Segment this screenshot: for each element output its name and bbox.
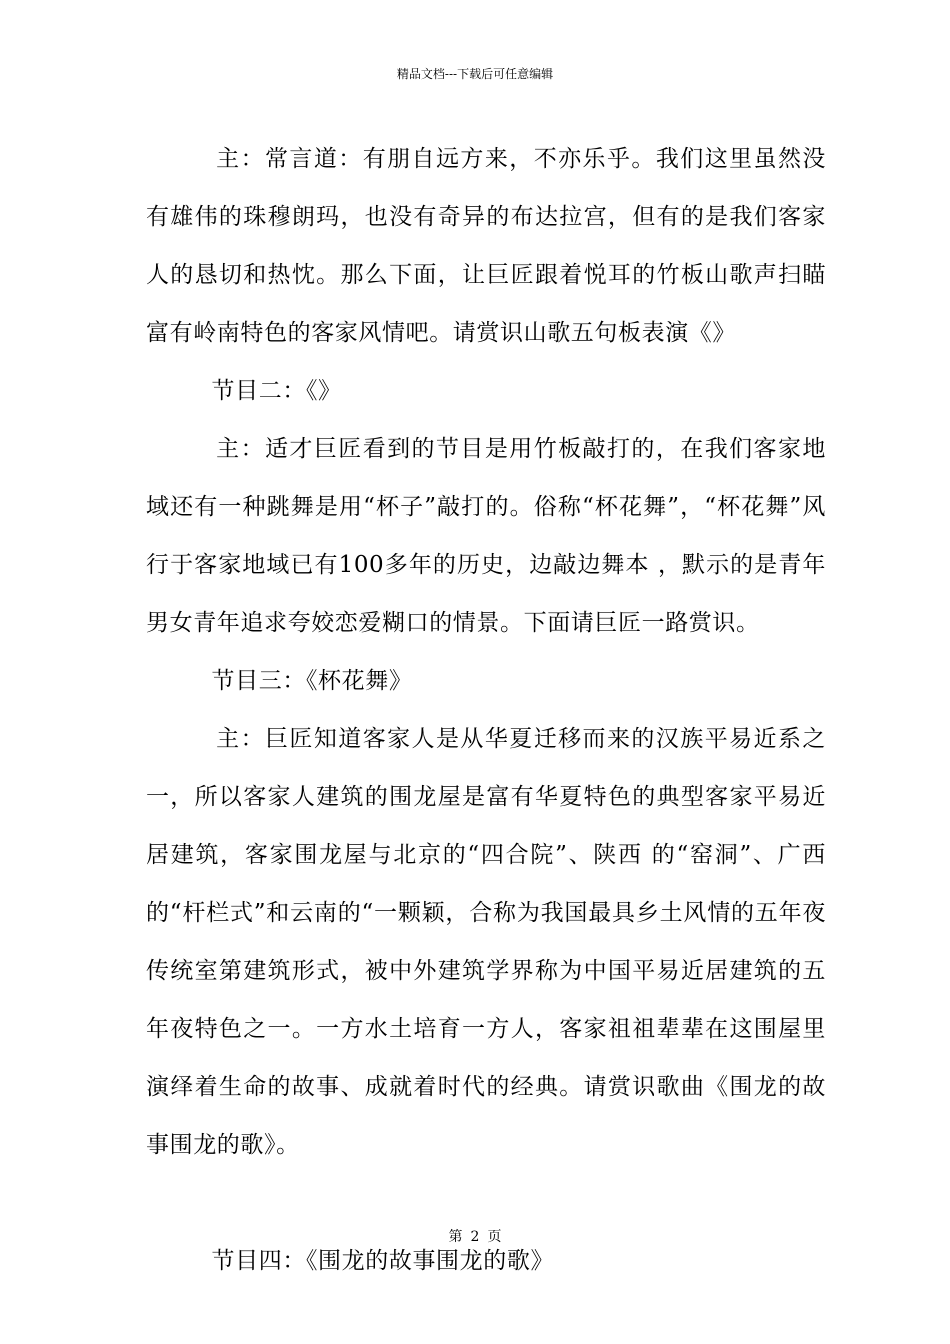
document-body [146,130,826,1290]
page-header: 精品文档---下载后可任意编辑 [396,67,554,81]
page-number-prefix: 第 [448,1229,463,1245]
paragraph-cup-dance-intro: 主：适才巨匠看到的节目是用竹板敲打的，在我们客家地域还有一种跳舞是用“杯子”敲打的。俗称“杯花舞”，“杯花舞”风行于客家地域已有100多年的历史，边敲边舞本 ，默示的是青年男女青年追求夸姣恋爱糊口的情景。下面请巨匠一路赏识。 [146,436,826,636]
blank-line [146,1174,826,1232]
program-four-title: 节目四：《围龙的故事围龙的歌》 [211,1248,555,1274]
page-footer [0,1228,950,1246]
program-two-title: 节目二：《》 [211,378,342,404]
page-number: 2 [470,1229,480,1245]
page-number-suffix: 页 [487,1229,502,1245]
paragraph-weilong-intro: 主：巨匠知道客家人是从华夏迁移而来的汉族平易近系之一，所以客家人建筑的围龙屋是富有华夏特色的典型客家平易近居建筑，客家围龙屋与北京的“四合院”、陕西 的“窑洞”、广西的“杆栏式”和云南的“一颗颖，合称为我国最具乡土风情的五年夜传统室第建筑形式，被中外建筑学界称为中国平易近居建筑的五年夜特色之一。一方水土培育一方人，客家祖祖辈辈在这围屋里演绎着生命的故事、成就着时代的经典。请赏识歌曲《围龙的故事围龙的歌》。 [146,726,826,1158]
paragraph-host-intro: 主：常言道：有朋自远方来，不亦乐乎。我们这里虽然没有雄伟的珠穆朗玛，也没有奇异的布达拉宫，但有的是我们客家人的恳切和热忱。那么下面，让巨匠跟着悦耳的竹板山歌声扫瞄富有岭南特色的客家风情吧。请赏识山歌五句板表演《》 [146,146,826,346]
program-three-title: 节目三：《杯花舞》 [211,668,413,694]
